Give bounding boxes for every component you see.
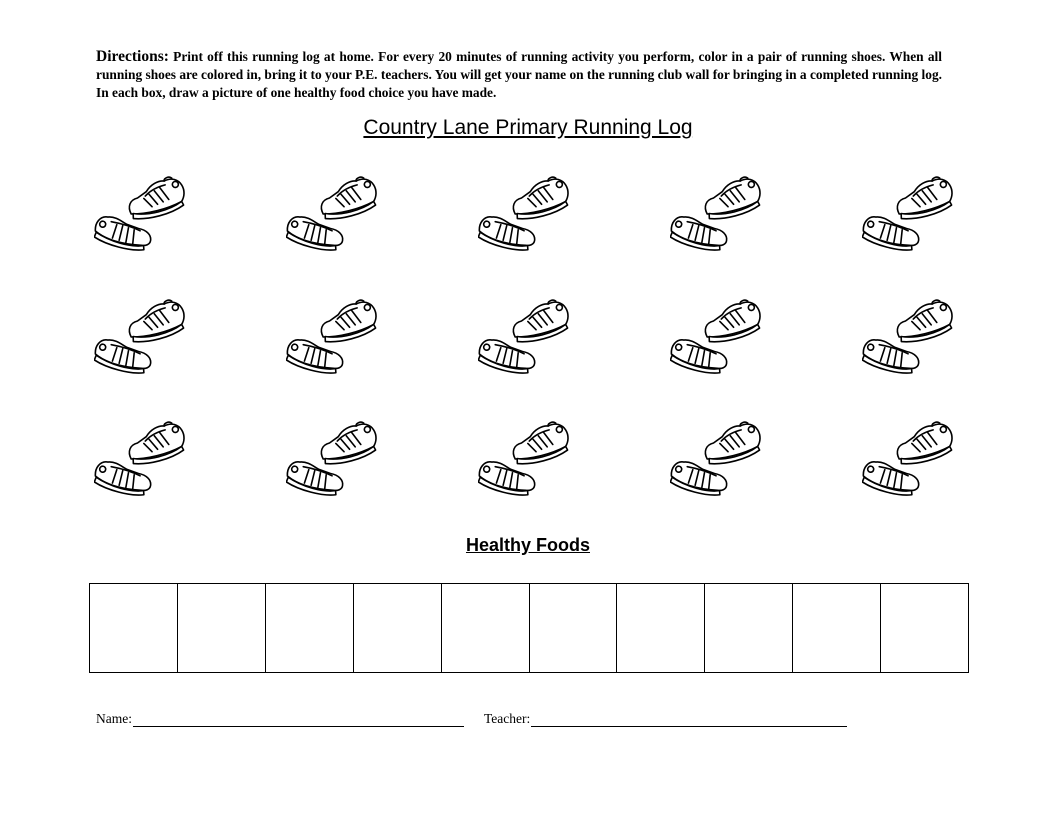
healthy-food-box[interactable] xyxy=(793,584,881,672)
running-shoes-pair-icon[interactable] xyxy=(478,299,570,375)
healthy-food-box[interactable] xyxy=(354,584,442,672)
directions-lead: Directions: xyxy=(96,48,169,65)
teacher-label: Teacher: xyxy=(484,711,531,726)
healthy-food-box[interactable] xyxy=(266,584,354,672)
name-label: Name: xyxy=(96,711,132,726)
running-shoes-pair-icon[interactable] xyxy=(670,176,762,252)
running-shoes-pair-icon[interactable] xyxy=(862,299,954,375)
directions-paragraph xyxy=(96,48,942,102)
running-shoes-pair-icon[interactable] xyxy=(286,421,378,497)
healthy-food-box[interactable] xyxy=(178,584,266,672)
directions-text: Print off this running log at home. For every 20 minutes of running activity you perform, color in a pair of running shoes. When all running shoes are colored in, bring it to your P.E. teachers. You will get your name on the running club wall for bringing in a completed running log. In each box, draw a picture of one healthy food choice you have made. xyxy=(96,49,942,100)
page-title: Country Lane Primary Running Log xyxy=(363,116,693,139)
name-field[interactable] xyxy=(96,711,464,727)
healthy-foods-grid xyxy=(89,583,969,673)
running-shoes-pair-icon[interactable] xyxy=(94,299,186,375)
teacher-line[interactable] xyxy=(531,712,847,727)
running-shoes-pair-icon[interactable] xyxy=(478,176,570,252)
running-shoes-pair-icon[interactable] xyxy=(94,421,186,497)
running-shoes-pair-icon[interactable] xyxy=(286,299,378,375)
name-line[interactable] xyxy=(133,712,464,727)
running-shoes-pair-icon[interactable] xyxy=(862,421,954,497)
healthy-food-box[interactable] xyxy=(617,584,705,672)
healthy-food-box[interactable] xyxy=(530,584,618,672)
teacher-field[interactable] xyxy=(484,711,847,727)
running-shoes-pair-icon[interactable] xyxy=(94,176,186,252)
healthy-food-box[interactable] xyxy=(705,584,793,672)
healthy-food-box[interactable] xyxy=(442,584,530,672)
healthy-food-box[interactable] xyxy=(90,584,178,672)
running-shoes-pair-icon[interactable] xyxy=(670,299,762,375)
running-shoes-pair-icon[interactable] xyxy=(478,421,570,497)
running-shoes-pair-icon[interactable] xyxy=(862,176,954,252)
healthy-foods-title: Healthy Foods xyxy=(465,535,590,555)
healthy-food-box[interactable] xyxy=(881,584,968,672)
running-shoes-pair-icon[interactable] xyxy=(286,176,378,252)
running-shoes-pair-icon[interactable] xyxy=(670,421,762,497)
